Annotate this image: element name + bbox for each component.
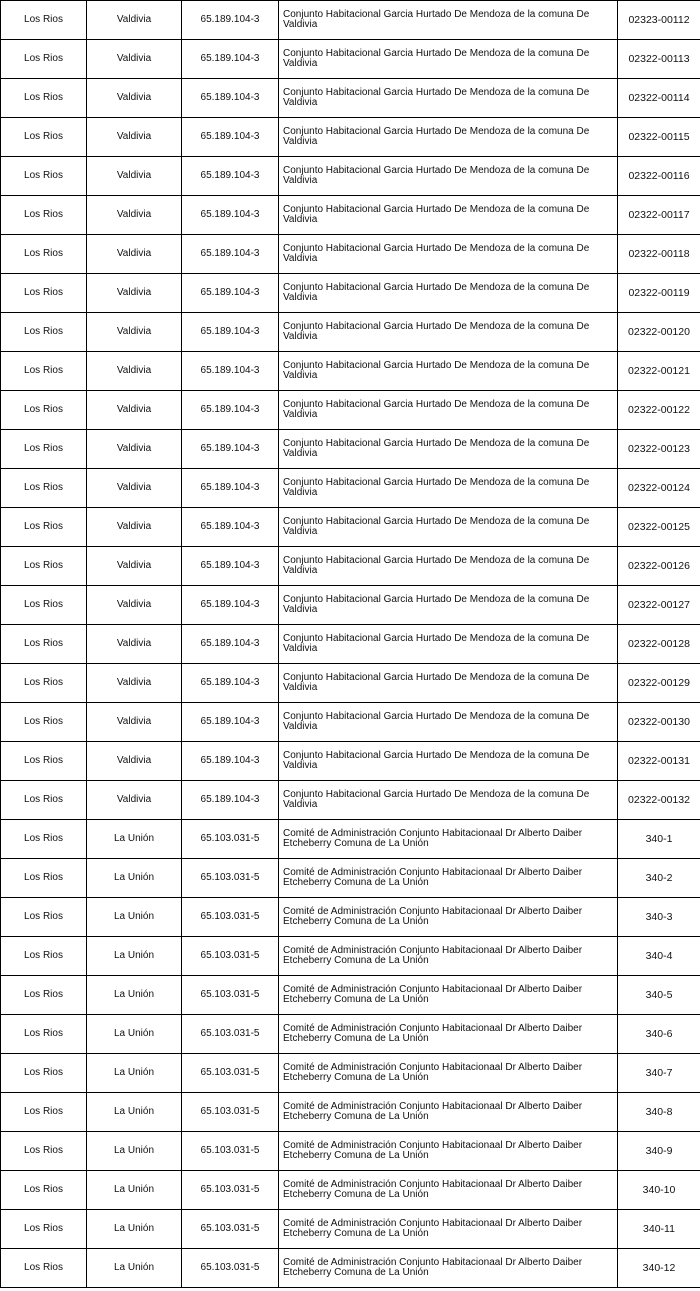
comuna-cell: Valdivia	[87, 391, 182, 430]
region-cell: Los Rios	[1, 703, 87, 742]
code-cell: 340-11	[618, 1210, 700, 1249]
comuna-cell: La Unión	[87, 1171, 182, 1210]
rut-cell: 65.189.104-3	[182, 313, 279, 352]
region-cell: Los Rios	[1, 430, 87, 469]
region-cell: Los Rios	[1, 1210, 87, 1249]
code-cell: 340-7	[618, 1054, 700, 1093]
code-cell: 340-3	[618, 898, 700, 937]
name-cell: Comité de Administración Conjunto Habitacionaal Dr Alberto Daiber Etcheberry Comuna de La Unión	[279, 1210, 618, 1249]
rut-cell: 65.189.104-3	[182, 430, 279, 469]
region-cell: Los Rios	[1, 664, 87, 703]
rut-cell: 65.189.104-3	[182, 196, 279, 235]
region-cell: Los Rios	[1, 781, 87, 820]
name-cell: Comité de Administración Conjunto Habitacionaal Dr Alberto Daiber Etcheberry Comuna de La Unión	[279, 1171, 618, 1210]
code-cell: 02322-00117	[618, 196, 700, 235]
comuna-cell: Valdivia	[87, 625, 182, 664]
comuna-cell: Valdivia	[87, 664, 182, 703]
table-row	[1, 196, 700, 235]
region-cell: Los Rios	[1, 586, 87, 625]
region-cell: Los Rios	[1, 547, 87, 586]
region-cell: Los Rios	[1, 1093, 87, 1132]
comuna-cell: La Unión	[87, 976, 182, 1015]
code-cell: 340-8	[618, 1093, 700, 1132]
rut-cell: 65.189.104-3	[182, 391, 279, 430]
name-cell: Conjunto Habitacional Garcia Hurtado De Mendoza de la comuna De Valdivia	[279, 547, 618, 586]
region-cell: Los Rios	[1, 1249, 87, 1288]
rut-cell: 65.103.031-5	[182, 820, 279, 859]
rut-cell: 65.103.031-5	[182, 1015, 279, 1054]
comuna-cell: La Unión	[87, 859, 182, 898]
comuna-cell: La Unión	[87, 1210, 182, 1249]
name-cell: Conjunto Habitacional Garcia Hurtado De Mendoza de la comuna De Valdivia	[279, 313, 618, 352]
table-row	[1, 1132, 700, 1171]
code-cell: 02322-00127	[618, 586, 700, 625]
rut-cell: 65.189.104-3	[182, 586, 279, 625]
table-row	[1, 664, 700, 703]
table-row	[1, 781, 700, 820]
region-cell: Los Rios	[1, 1132, 87, 1171]
table-row	[1, 469, 700, 508]
name-cell: Comité de Administración Conjunto Habitacionaal Dr Alberto Daiber Etcheberry Comuna de La Unión	[279, 820, 618, 859]
code-cell: 02322-00132	[618, 781, 700, 820]
rut-cell: 65.189.104-3	[182, 235, 279, 274]
code-cell: 02322-00121	[618, 352, 700, 391]
table-row	[1, 1054, 700, 1093]
table-row	[1, 1093, 700, 1132]
region-cell: Los Rios	[1, 235, 87, 274]
table-row	[1, 391, 700, 430]
rut-cell: 65.103.031-5	[182, 1093, 279, 1132]
code-cell: 340-2	[618, 859, 700, 898]
name-cell: Conjunto Habitacional Garcia Hurtado De Mendoza de la comuna De Valdivia	[279, 781, 618, 820]
rut-cell: 65.189.104-3	[182, 781, 279, 820]
table-row	[1, 40, 700, 79]
region-cell: Los Rios	[1, 742, 87, 781]
name-cell: Comité de Administración Conjunto Habitacionaal Dr Alberto Daiber Etcheberry Comuna de La Unión	[279, 1054, 618, 1093]
rut-cell: 65.103.031-5	[182, 976, 279, 1015]
table-row	[1, 937, 700, 976]
table-body	[1, 1, 700, 1288]
region-cell: Los Rios	[1, 1054, 87, 1093]
table-row	[1, 898, 700, 937]
code-cell: 02322-00118	[618, 235, 700, 274]
code-cell: 02322-00131	[618, 742, 700, 781]
code-cell: 340-4	[618, 937, 700, 976]
comuna-cell: Valdivia	[87, 547, 182, 586]
comuna-cell: Valdivia	[87, 781, 182, 820]
comuna-cell: Valdivia	[87, 196, 182, 235]
name-cell: Conjunto Habitacional Garcia Hurtado De Mendoza de la comuna De Valdivia	[279, 40, 618, 79]
name-cell: Comité de Administración Conjunto Habitacionaal Dr Alberto Daiber Etcheberry Comuna de La Unión	[279, 1015, 618, 1054]
name-cell: Comité de Administración Conjunto Habitacionaal Dr Alberto Daiber Etcheberry Comuna de La Unión	[279, 937, 618, 976]
code-cell: 02322-00130	[618, 703, 700, 742]
comuna-cell: Valdivia	[87, 157, 182, 196]
table-row	[1, 1015, 700, 1054]
comuna-cell: Valdivia	[87, 742, 182, 781]
rut-cell: 65.189.104-3	[182, 352, 279, 391]
region-cell: Los Rios	[1, 820, 87, 859]
rut-cell: 65.103.031-5	[182, 1210, 279, 1249]
name-cell: Conjunto Habitacional Garcia Hurtado De Mendoza de la comuna De Valdivia	[279, 118, 618, 157]
name-cell: Conjunto Habitacional Garcia Hurtado De Mendoza de la comuna De Valdivia	[279, 508, 618, 547]
comuna-cell: La Unión	[87, 1054, 182, 1093]
table-row	[1, 1210, 700, 1249]
comuna-cell: Valdivia	[87, 274, 182, 313]
table-row	[1, 1249, 700, 1288]
code-cell: 02322-00125	[618, 508, 700, 547]
rut-cell: 65.189.104-3	[182, 118, 279, 157]
code-cell: 340-1	[618, 820, 700, 859]
table-row	[1, 352, 700, 391]
comuna-cell: La Unión	[87, 1015, 182, 1054]
code-cell: 02322-00115	[618, 118, 700, 157]
table-row	[1, 157, 700, 196]
name-cell: Conjunto Habitacional Garcia Hurtado De Mendoza de la comuna De Valdivia	[279, 352, 618, 391]
comuna-cell: Valdivia	[87, 352, 182, 391]
region-cell: Los Rios	[1, 274, 87, 313]
rut-cell: 65.103.031-5	[182, 1171, 279, 1210]
name-cell: Conjunto Habitacional Garcia Hurtado De Mendoza de la comuna De Valdivia	[279, 742, 618, 781]
rut-cell: 65.103.031-5	[182, 1054, 279, 1093]
table-row	[1, 430, 700, 469]
region-cell: Los Rios	[1, 859, 87, 898]
region-cell: Los Rios	[1, 898, 87, 937]
code-cell: 340-12	[618, 1249, 700, 1288]
name-cell: Conjunto Habitacional Garcia Hurtado De Mendoza de la comuna De Valdivia	[279, 196, 618, 235]
comuna-cell: Valdivia	[87, 508, 182, 547]
rut-cell: 65.103.031-5	[182, 1249, 279, 1288]
region-cell: Los Rios	[1, 391, 87, 430]
comuna-cell: La Unión	[87, 1093, 182, 1132]
table-row	[1, 1, 700, 40]
table-row	[1, 586, 700, 625]
rut-cell: 65.189.104-3	[182, 508, 279, 547]
comuna-cell: Valdivia	[87, 1, 182, 40]
rut-cell: 65.189.104-3	[182, 625, 279, 664]
comuna-cell: Valdivia	[87, 118, 182, 157]
rut-cell: 65.189.104-3	[182, 547, 279, 586]
name-cell: Conjunto Habitacional Garcia Hurtado De Mendoza de la comuna De Valdivia	[279, 430, 618, 469]
table-row	[1, 547, 700, 586]
code-cell: 02322-00114	[618, 79, 700, 118]
code-cell: 02322-00128	[618, 625, 700, 664]
rut-cell: 65.189.104-3	[182, 274, 279, 313]
code-cell: 02322-00122	[618, 391, 700, 430]
region-cell: Los Rios	[1, 1, 87, 40]
rut-cell: 65.189.104-3	[182, 157, 279, 196]
region-cell: Los Rios	[1, 118, 87, 157]
rut-cell: 65.103.031-5	[182, 1132, 279, 1171]
region-cell: Los Rios	[1, 40, 87, 79]
comuna-cell: La Unión	[87, 1249, 182, 1288]
table-row	[1, 79, 700, 118]
table-row	[1, 703, 700, 742]
comuna-cell: Valdivia	[87, 40, 182, 79]
table-row	[1, 625, 700, 664]
name-cell: Comité de Administración Conjunto Habitacionaal Dr Alberto Daiber Etcheberry Comuna de La Unión	[279, 1093, 618, 1132]
rut-cell: 65.189.104-3	[182, 79, 279, 118]
name-cell: Conjunto Habitacional Garcia Hurtado De Mendoza de la comuna De Valdivia	[279, 1, 618, 40]
comuna-cell: La Unión	[87, 898, 182, 937]
comuna-cell: Valdivia	[87, 79, 182, 118]
region-cell: Los Rios	[1, 157, 87, 196]
code-cell: 02322-00119	[618, 274, 700, 313]
code-cell: 340-6	[618, 1015, 700, 1054]
comuna-cell: Valdivia	[87, 469, 182, 508]
table-row	[1, 976, 700, 1015]
region-cell: Los Rios	[1, 469, 87, 508]
comuna-cell: La Unión	[87, 1132, 182, 1171]
table-row	[1, 1171, 700, 1210]
table-row	[1, 274, 700, 313]
name-cell: Conjunto Habitacional Garcia Hurtado De Mendoza de la comuna De Valdivia	[279, 235, 618, 274]
region-cell: Los Rios	[1, 937, 87, 976]
name-cell: Comité de Administración Conjunto Habitacionaal Dr Alberto Daiber Etcheberry Comuna de La Unión	[279, 976, 618, 1015]
code-cell: 02322-00124	[618, 469, 700, 508]
rut-cell: 65.189.104-3	[182, 40, 279, 79]
code-cell: 02322-00123	[618, 430, 700, 469]
region-cell: Los Rios	[1, 508, 87, 547]
region-cell: Los Rios	[1, 1015, 87, 1054]
name-cell: Conjunto Habitacional Garcia Hurtado De Mendoza de la comuna De Valdivia	[279, 391, 618, 430]
code-cell: 02322-00129	[618, 664, 700, 703]
comuna-cell: Valdivia	[87, 313, 182, 352]
code-cell: 02322-00120	[618, 313, 700, 352]
name-cell: Comité de Administración Conjunto Habitacionaal Dr Alberto Daiber Etcheberry Comuna de La Unión	[279, 859, 618, 898]
name-cell: Comité de Administración Conjunto Habitacionaal Dr Alberto Daiber Etcheberry Comuna de La Unión	[279, 1132, 618, 1171]
code-cell: 340-9	[618, 1132, 700, 1171]
table-row	[1, 118, 700, 157]
rut-cell: 65.103.031-5	[182, 859, 279, 898]
comuna-cell: Valdivia	[87, 235, 182, 274]
region-cell: Los Rios	[1, 79, 87, 118]
code-cell: 02323-00112	[618, 1, 700, 40]
comuna-cell: La Unión	[87, 937, 182, 976]
code-cell: 02322-00126	[618, 547, 700, 586]
name-cell: Comité de Administración Conjunto Habitacionaal Dr Alberto Daiber Etcheberry Comuna de La Unión	[279, 1249, 618, 1288]
code-cell: 340-5	[618, 976, 700, 1015]
table-row	[1, 742, 700, 781]
rut-cell: 65.189.104-3	[182, 469, 279, 508]
rut-cell: 65.189.104-3	[182, 664, 279, 703]
region-cell: Los Rios	[1, 352, 87, 391]
table-row	[1, 859, 700, 898]
name-cell: Conjunto Habitacional Garcia Hurtado De Mendoza de la comuna De Valdivia	[279, 79, 618, 118]
comuna-cell: Valdivia	[87, 703, 182, 742]
comuna-cell: Valdivia	[87, 430, 182, 469]
rut-cell: 65.103.031-5	[182, 898, 279, 937]
table-row	[1, 508, 700, 547]
code-cell: 02322-00113	[618, 40, 700, 79]
name-cell: Comité de Administración Conjunto Habitacionaal Dr Alberto Daiber Etcheberry Comuna de La Unión	[279, 898, 618, 937]
rut-cell: 65.189.104-3	[182, 703, 279, 742]
comuna-cell: La Unión	[87, 820, 182, 859]
rut-cell: 65.189.104-3	[182, 742, 279, 781]
region-cell: Los Rios	[1, 976, 87, 1015]
table-row	[1, 235, 700, 274]
table-row	[1, 313, 700, 352]
region-cell: Los Rios	[1, 625, 87, 664]
comuna-cell: Valdivia	[87, 586, 182, 625]
region-cell: Los Rios	[1, 1171, 87, 1210]
name-cell: Conjunto Habitacional Garcia Hurtado De Mendoza de la comuna De Valdivia	[279, 703, 618, 742]
name-cell: Conjunto Habitacional Garcia Hurtado De Mendoza de la comuna De Valdivia	[279, 625, 618, 664]
rut-cell: 65.103.031-5	[182, 937, 279, 976]
code-cell: 340-10	[618, 1171, 700, 1210]
name-cell: Conjunto Habitacional Garcia Hurtado De Mendoza de la comuna De Valdivia	[279, 157, 618, 196]
name-cell: Conjunto Habitacional Garcia Hurtado De Mendoza de la comuna De Valdivia	[279, 586, 618, 625]
name-cell: Conjunto Habitacional Garcia Hurtado De Mendoza de la comuna De Valdivia	[279, 274, 618, 313]
name-cell: Conjunto Habitacional Garcia Hurtado De Mendoza de la comuna De Valdivia	[279, 469, 618, 508]
name-cell: Conjunto Habitacional Garcia Hurtado De Mendoza de la comuna De Valdivia	[279, 664, 618, 703]
rut-cell: 65.189.104-3	[182, 1, 279, 40]
region-cell: Los Rios	[1, 196, 87, 235]
region-cell: Los Rios	[1, 313, 87, 352]
table-row	[1, 820, 700, 859]
code-cell: 02322-00116	[618, 157, 700, 196]
